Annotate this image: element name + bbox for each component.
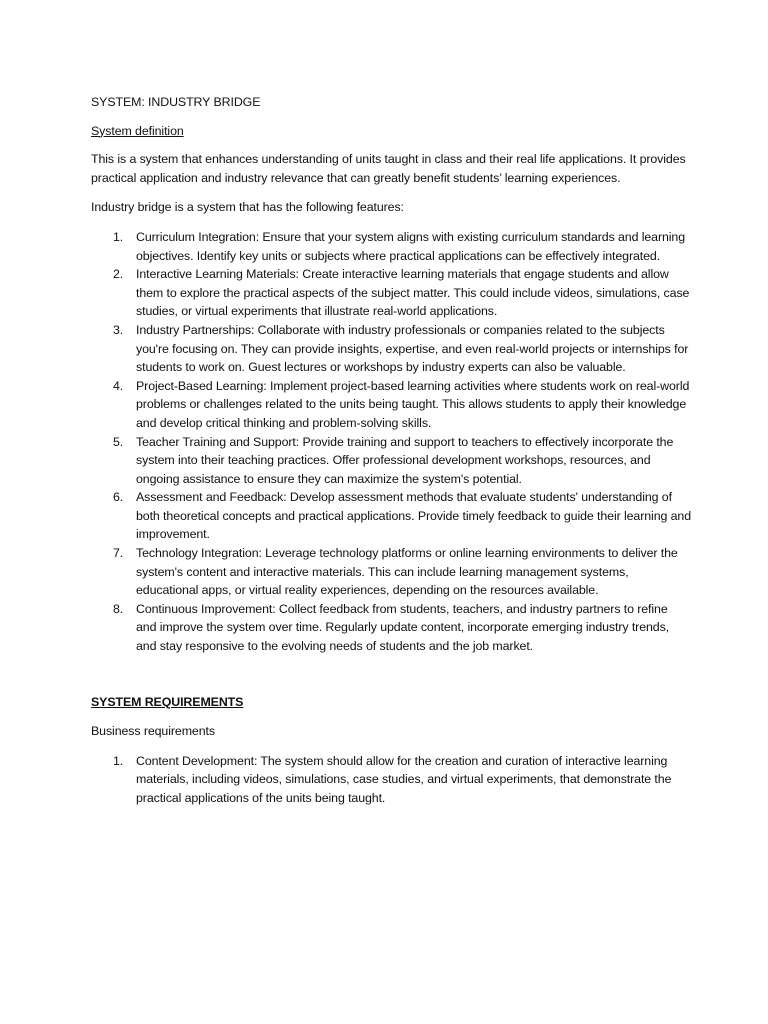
feature-number: 7.: [113, 546, 124, 561]
feature-text: Continuous Improvement: Collect feedback from students, teachers, and industry partners to refine and improve the system over time. Regularly update content, incorporate emerging industry trends, and stay responsive to the evolving needs of students and the job market.: [136, 601, 670, 654]
requirement-text: Content Development: The system should allow for the creation and curation of interactive learning materials, including videos, simulations, case studies, and virtual experiments, that demonstrate the practical applications of the units being taught.: [136, 753, 672, 805]
requirement-number: 1.: [113, 753, 124, 768]
business-requirements-heading: Business requirements: [91, 724, 215, 739]
business-requirement-item: [91, 752, 691, 808]
feature-item: [91, 433, 691, 489]
feature-text: Project-Based Learning: Implement project-based learning activities where students work on real-world problems or challenges related to the units being taught. This allows students to apply their knowledge and develop critical thinking and problem-solving skills.: [136, 378, 690, 430]
feature-number: 3.: [113, 322, 124, 337]
document-body: [91, 93, 691, 808]
features-list: [91, 228, 691, 656]
feature-text: Curriculum Integration: Ensure that your system aligns with existing curriculum standards and learning objectives. Identify key units or subjects where practical applications can be effectively integrated.: [136, 229, 686, 263]
feature-item: [91, 265, 691, 321]
feature-item: [91, 377, 691, 433]
feature-item: [91, 228, 691, 265]
feature-item: [91, 600, 691, 656]
feature-text: Technology Integration: Leverage technology platforms or online learning environments to deliver the system's content and interactive materials. This can include learning management systems, educational apps, or virtual reality experiences, depending on the resources available.: [136, 546, 678, 598]
feature-number: 4.: [113, 378, 124, 393]
feature-number: 5.: [113, 434, 124, 449]
feature-text: Industry Partnerships: Collaborate with industry professionals or companies related to the subjects you're focusing on. They can provide insights, expertise, and even real-world projects or internships for students to work on. Guest lectures or workshops by industry experts can also be valuable.: [136, 322, 689, 375]
definition-heading: System definition: [91, 123, 184, 138]
feature-number: 1.: [113, 229, 124, 244]
requirements-heading: SYSTEM REQUIREMENTS: [91, 694, 244, 709]
feature-item: [91, 544, 691, 600]
feature-text: Teacher Training and Support: Provide training and support to teachers to effectively incorporate the system into their teaching practices. Offer professional development workshops, resources, and ongoing assistance to ensure they can maximize the system's potential.: [136, 434, 674, 486]
business-requirements-list: [91, 752, 691, 808]
feature-item: [91, 321, 691, 377]
feature-text: Interactive Learning Materials: Create interactive learning materials that engage students and allow them to explore the practical aspects of the subject matter. This could include videos, simulations, case studies, or virtual experiments that illustrate real-world applications.: [136, 267, 690, 319]
feature-number: 8.: [113, 601, 124, 616]
feature-item: [91, 488, 691, 544]
feature-text: Assessment and Feedback: Develop assessment methods that evaluate students' understanding of both theoretical concepts and practical applications. Provide timely feedback to guide their learning and improvement.: [136, 490, 691, 542]
document-title: SYSTEM: INDUSTRY BRIDGE: [91, 95, 261, 109]
definition-paragraph: This is a system that enhances understanding of units taught in class and their real life applications. It provides practical application and industry relevance that can greatly benefit students’ learning experiences.: [91, 152, 686, 185]
features-intro: Industry bridge is a system that has the following features:: [91, 200, 404, 215]
feature-number: 2.: [113, 267, 124, 282]
feature-number: 6.: [113, 490, 124, 505]
